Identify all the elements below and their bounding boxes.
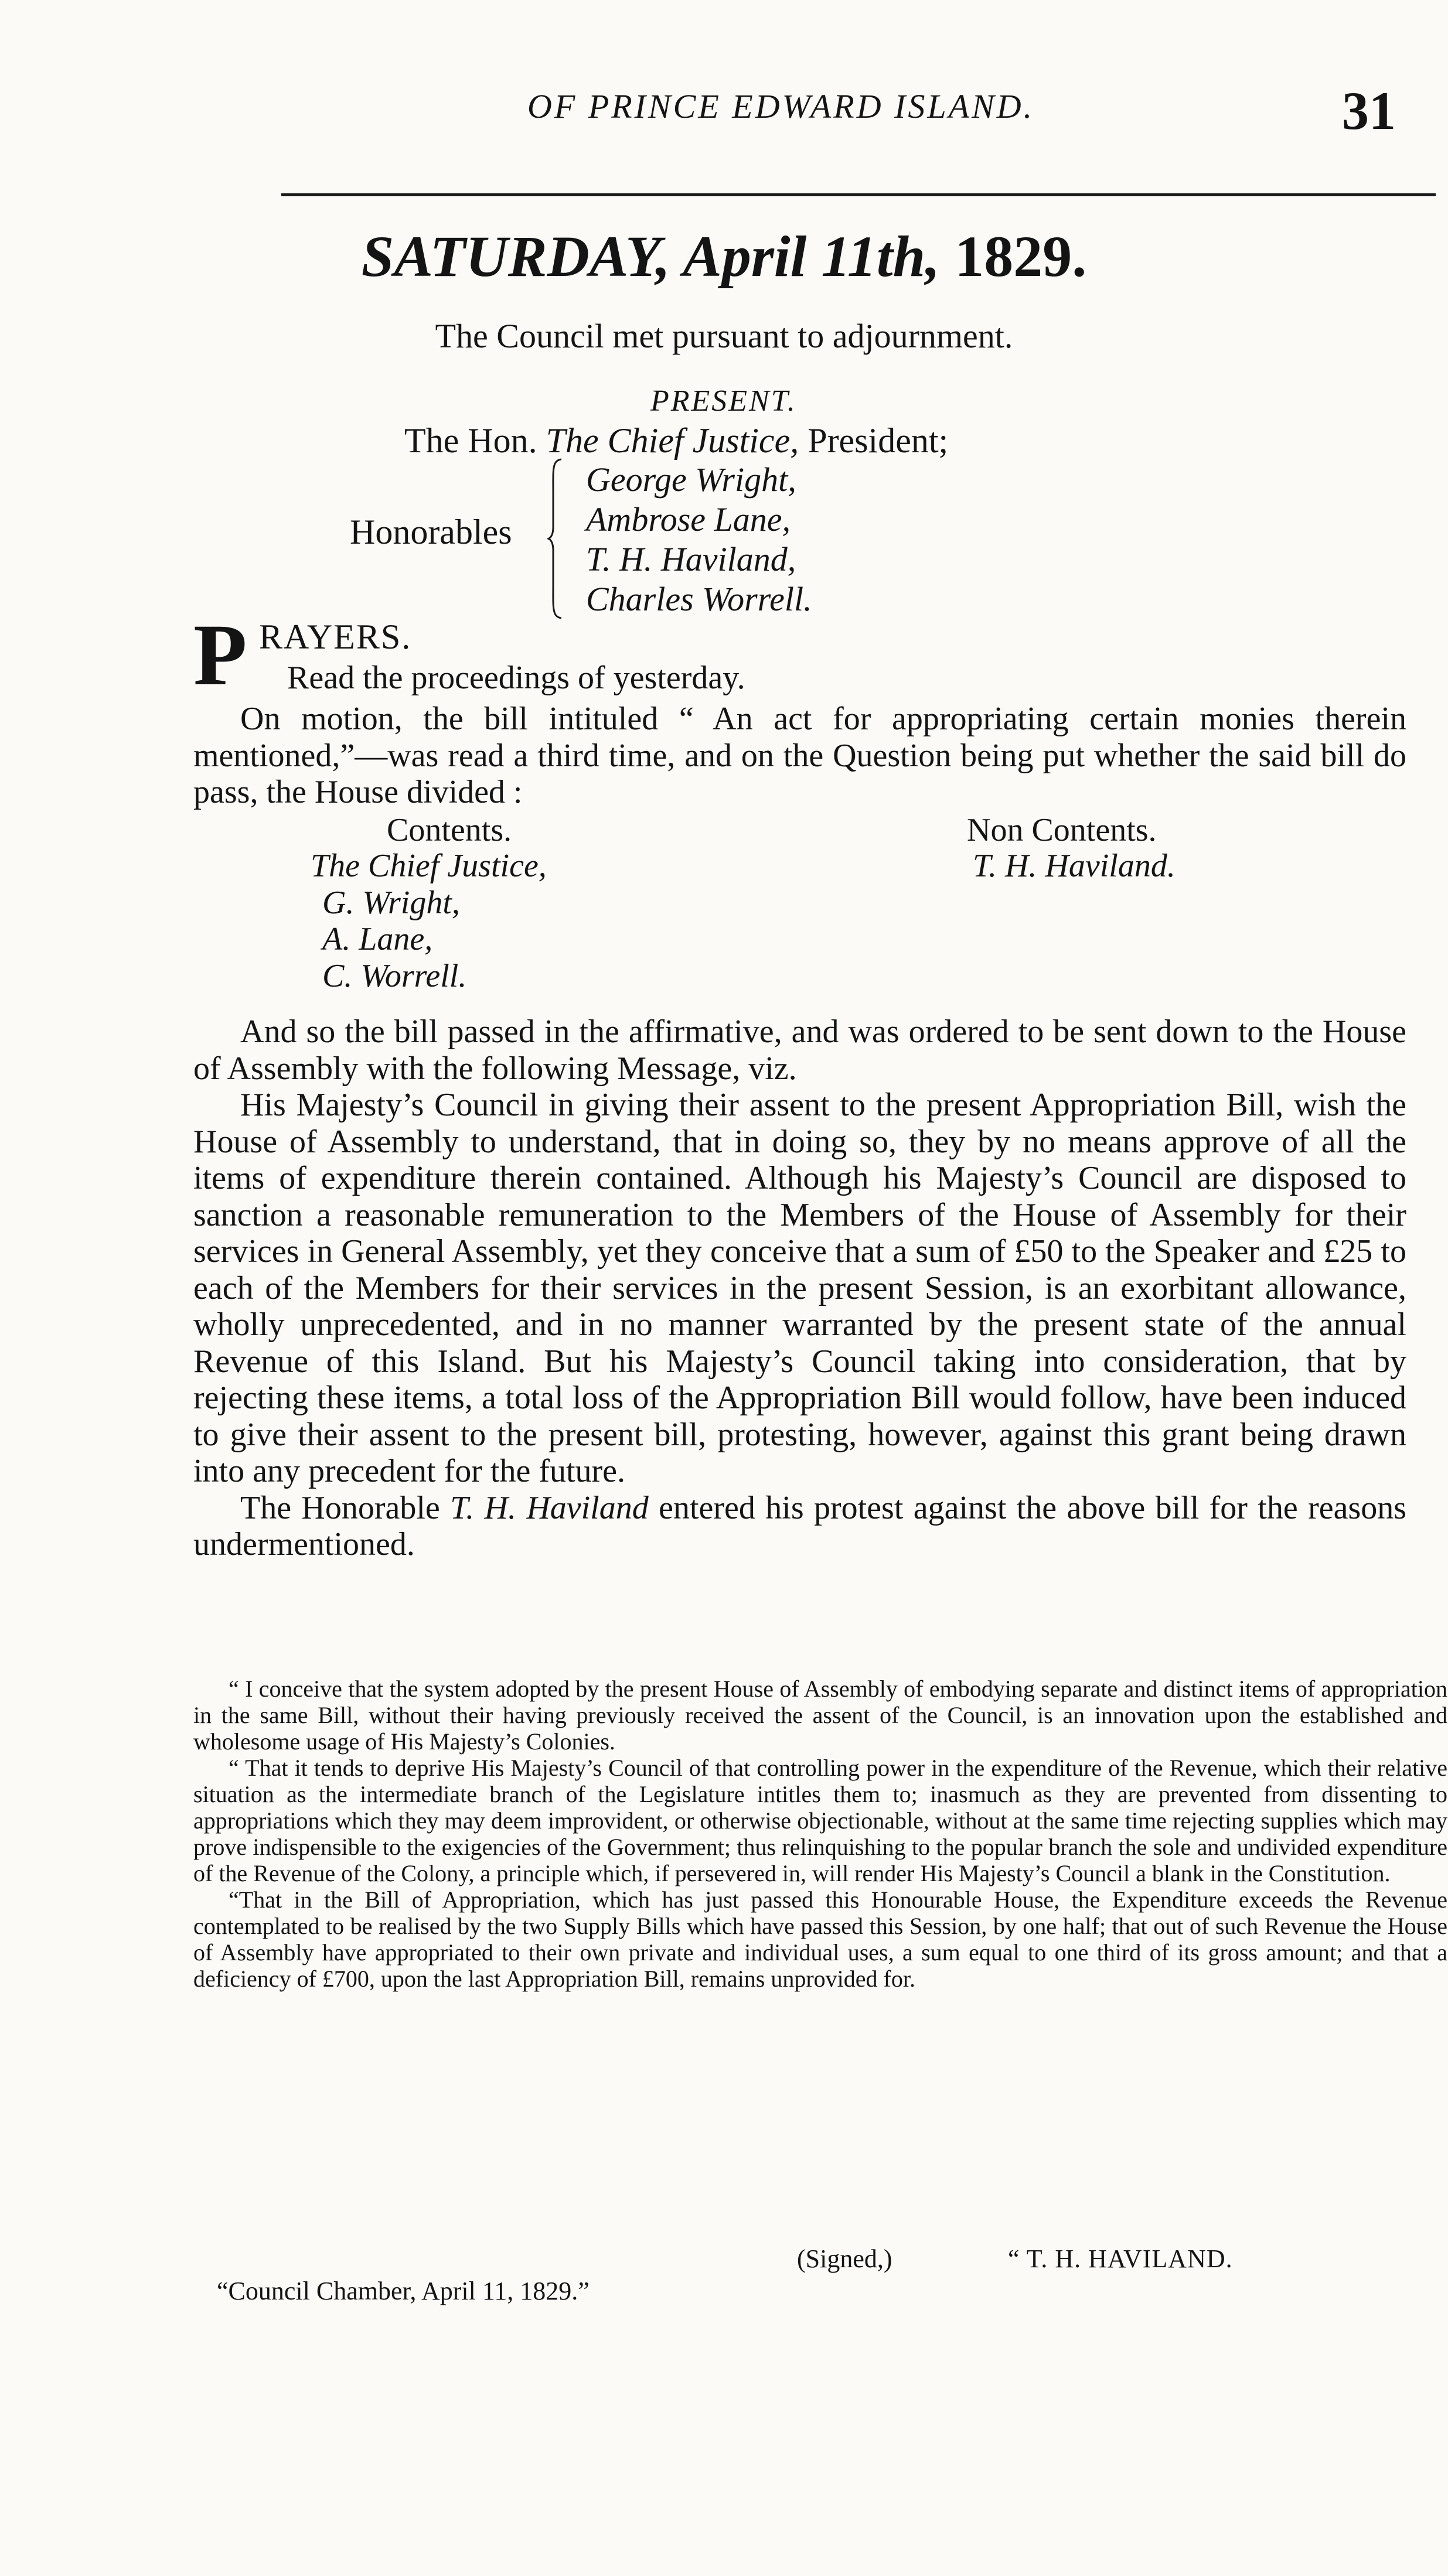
- opening-line: The Council met pursuant to adjournment.: [435, 317, 1013, 355]
- prayers-line: Read the proceedings of yesterday.: [287, 660, 745, 696]
- heading-day: SATURDAY,: [361, 224, 670, 289]
- signature-name: “ T. H. HAVILAND.: [1008, 2244, 1233, 2273]
- heading-year: 1829.: [955, 224, 1087, 289]
- motion-text: On motion, the bill intituled “ An act for appropriating certain monies therein mentioned,”—was read a third time, and on the Question being put whether the said bill do pass, the House divided :: [193, 701, 1406, 810]
- contents-heading: Contents.: [387, 812, 512, 848]
- protest-intro-paragraph: [193, 1490, 1406, 1563]
- message-paragraph: His Majesty’s Council in giving their assent to the present Appropriation Bill, wish the House of Assembly to understand, that in doing so, they by no means approve of all the items of expenditure therein contained. Although his Majesty’s Council are disposed to sanction a reasonable remuneration to the Members of the House of Assembly for their services in General Assembly, yet they conceive that a sum of £50 to the Speaker and £25 to each of the Members for their services in the present Session, is an exorbitant allowance, wholly unprecedented, and in no manner warranted by the present state of the annual Revenue of this Island. But his Majesty’s Council taking into consideration, that by rejecting these items, a total loss of the Appropriation Bill would follow, have been induced to give their assent to the present bill, protesting, however, against this grant being drawn into any precedent for the future.: [193, 1087, 1406, 1489]
- contents-voter: G. Wright,: [322, 884, 460, 921]
- page-number: 31: [1342, 81, 1396, 141]
- protest-block: [193, 1676, 1447, 1992]
- honorable-member: T. H. Haviland,: [586, 540, 796, 578]
- president-line: [404, 421, 948, 461]
- date-heading: [0, 223, 1448, 290]
- noncontents-voter: T. H. Haviland.: [973, 848, 1176, 884]
- protest-paragraph: “ I conceive that the system adopted by the present House of Assembly of embodying separate and distinct items of appropriation in the same Bill, without their having previously received the assent of the Council, is an innovation upon the established and wholesome usage of His Majesty’s Colonies.: [193, 1676, 1447, 1755]
- honorable-member: Charles Worrell.: [586, 580, 812, 618]
- protest-paragraph: “ That it tends to deprive His Majesty’s Council of that controlling power in the expenditure of the Revenue, which their relative situation as the intermediate branch of the Legislature intitles them to; inasmuch as they are prevented from dissenting to appropriations which they may deem improvident, or otherwise objectionable, without at the same time rejecting supplies which may prove indispensible to the exigencies of the Government; thus relinquishing to the popular branch the sole and undivided expenditure of the Revenue of the Colony, a principle which, if persevered in, will render His Majesty’s Council a blank in the Constitution.: [193, 1755, 1447, 1886]
- protest-intro-before: The Honorable: [240, 1489, 440, 1526]
- honorable-member: George Wright,: [586, 460, 796, 499]
- present-label: PRESENT.: [650, 384, 797, 418]
- honorable-member: Ambrose Lane,: [586, 500, 791, 538]
- noncontents-list: [973, 848, 1176, 885]
- president-prefix: The Hon.: [404, 421, 537, 460]
- noncontents-heading: Non Contents.: [967, 812, 1157, 848]
- heading-date: April 11th,: [683, 224, 941, 289]
- protest-paragraph: “That in the Bill of Appropriation, which has just passed this Honourable House, the Expenditure exceeds the Revenue contemplated to be realised by the two Supply Bills which have passed this Session, by one half; that out of such Revenue the House of Assembly have appropriated to their own private and individual uses, a sum equal to one third of its gross amount; and that a deficiency of £700, upon the last Appropriation Bill, remains unprovided for.: [193, 1886, 1447, 1992]
- contents-voter: C. Worrell.: [322, 957, 467, 994]
- protest-intro-name: T. H. Haviland: [450, 1489, 649, 1526]
- drop-cap: P: [193, 606, 247, 704]
- honorables-list: [586, 460, 812, 619]
- contents-voter: A. Lane,: [322, 921, 433, 957]
- main-paragraphs: [193, 1014, 1406, 1563]
- passed-paragraph: And so the bill passed in the affirmative, and was ordered to be sent down to the House of Assembly with the following Message, viz.: [193, 1014, 1406, 1087]
- dateline: “Council Chamber, April 11, 1829.”: [217, 2277, 590, 2305]
- protest-intro-after: entered his protest against the above bill for the reasons undermentioned.: [193, 1489, 1407, 1562]
- contents-list: [311, 848, 547, 994]
- signed-label: (Signed,): [797, 2244, 892, 2273]
- contents-voter: The Chief Justice,: [311, 848, 547, 884]
- president-name: The Chief Justice,: [546, 421, 799, 460]
- running-head: OF PRINCE EDWARD ISLAND.: [527, 87, 1035, 125]
- motion-paragraph: [193, 701, 1406, 811]
- prayers-word: RAYERS.: [259, 617, 412, 656]
- honorables-label: Honorables: [350, 513, 512, 551]
- brace-icon: [547, 458, 563, 619]
- president-suffix: President;: [808, 421, 949, 460]
- header-rule: [281, 193, 1436, 196]
